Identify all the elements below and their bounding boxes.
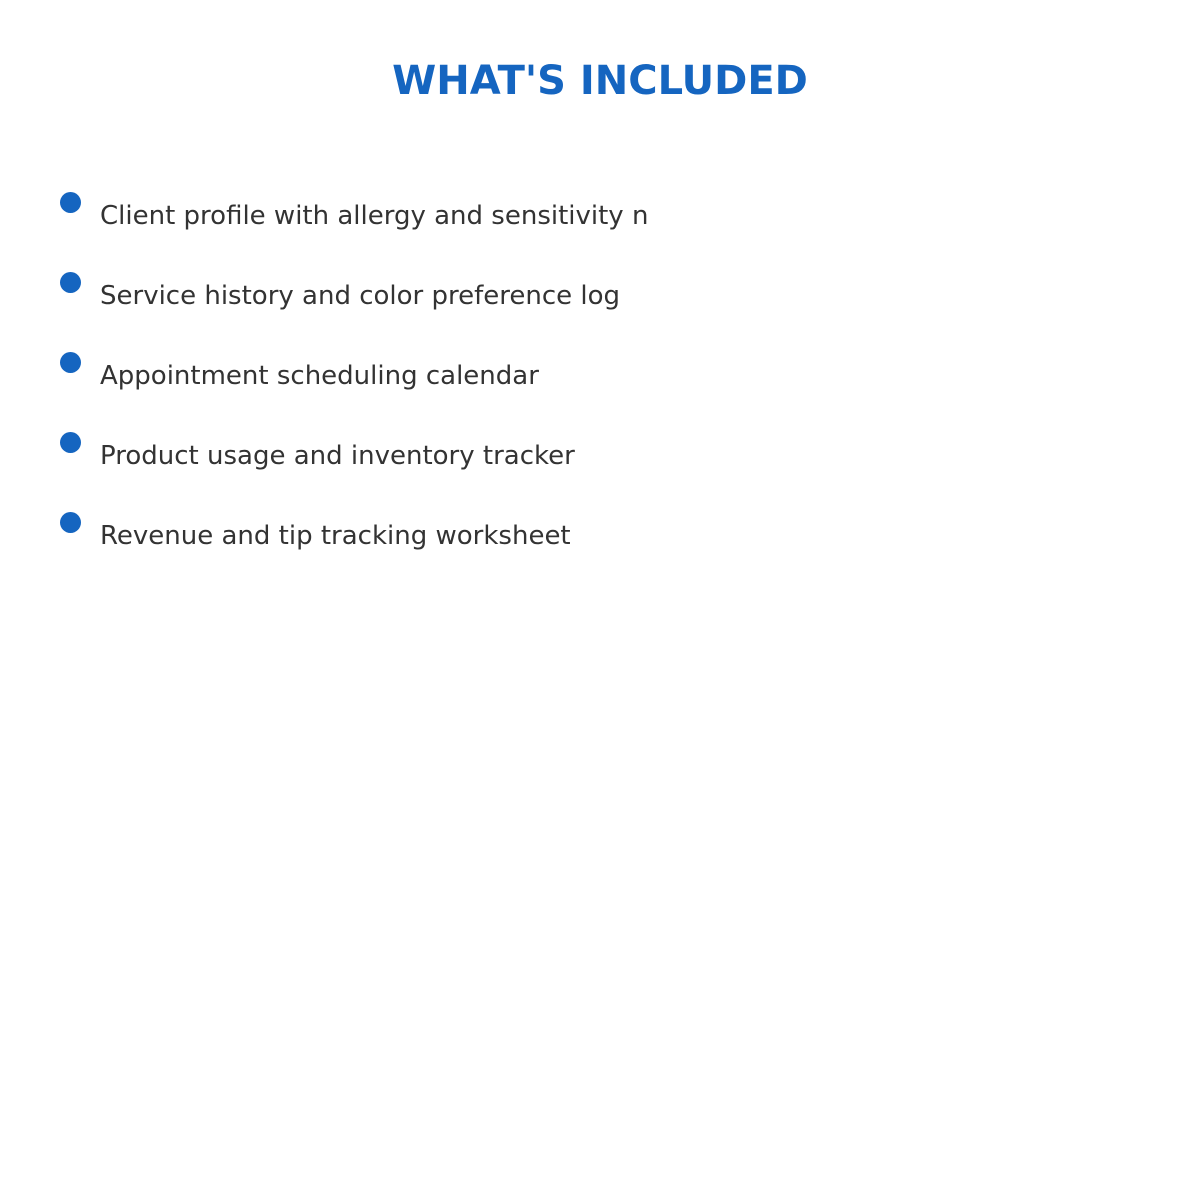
bullet-icon xyxy=(60,432,81,453)
list-item-label: Revenue and tip tracking worksheet xyxy=(100,521,571,551)
list-item-label: Product usage and inventory tracker xyxy=(100,441,575,471)
list-item xyxy=(0,512,1100,572)
bullet-icon xyxy=(60,512,81,533)
bullet-icon xyxy=(60,352,81,373)
list-item xyxy=(0,192,1100,252)
list-item-label: Client profile with allergy and sensitivity n xyxy=(100,201,649,231)
list-item-label: Appointment scheduling calendar xyxy=(100,361,539,391)
list-item xyxy=(0,272,1100,332)
bullet-icon xyxy=(60,192,81,213)
page-title: WHAT'S INCLUDED xyxy=(392,58,808,104)
list-item xyxy=(0,352,1100,412)
list-item-label: Service history and color preference log xyxy=(100,281,621,311)
bullet-icon xyxy=(60,272,81,293)
list-item xyxy=(0,432,1100,492)
